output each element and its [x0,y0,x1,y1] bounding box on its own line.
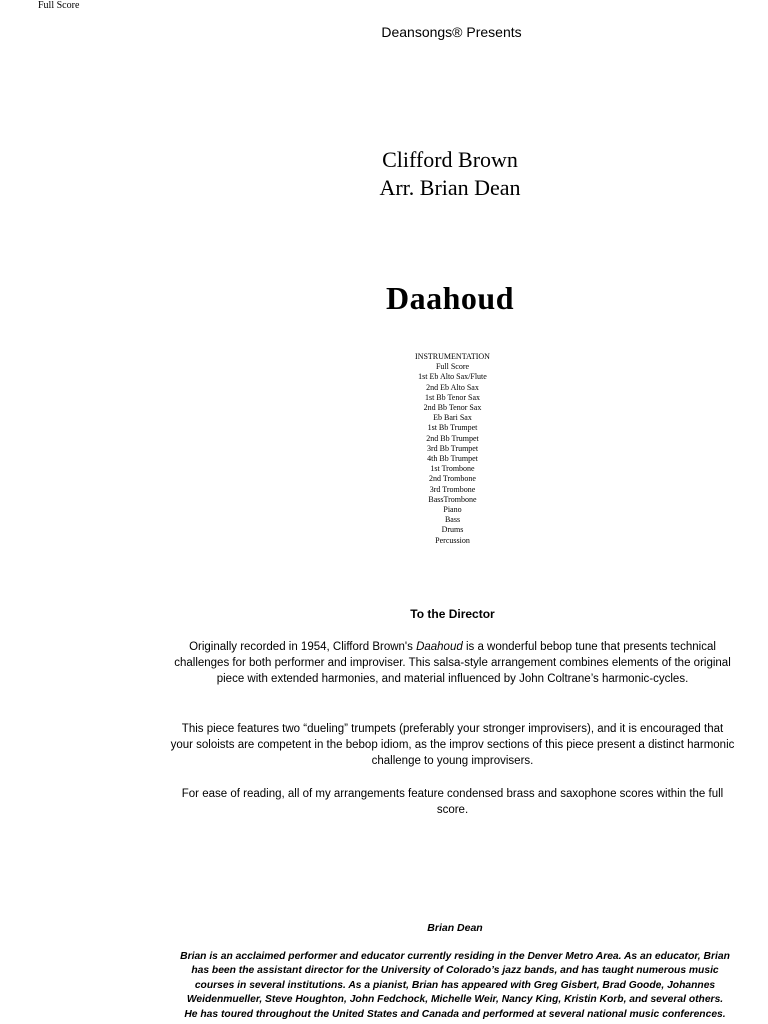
director-paragraph-2: This piece features two “dueling” trumpets (preferably your stronger improvisers), and it is encouraged that your soloists are competent in the bebop idiom, as the improv sections of this piece present a distinct harmonic challenge to young improvisers. [170,723,735,767]
instrument-item: 2nd Bb Tenor Sax [423,403,482,413]
instrument-item: 1st Bb Tenor Sax [424,392,481,402]
instrument-item: 1st Bb Trumpet [427,423,478,433]
director-heading: To the Director [410,607,495,621]
instrument-item: Full Score [435,362,470,372]
instrument-item: 3rd Bb Trumpet [426,443,479,453]
bio-text: Brian is an acclaimed performer and educator currently residing in the Denver Metro Area. As an educator, Brian has been the assistant director for the University of Colorado’s jazz bands, and has taught numerous music courses in several institutions. As a pianist, Brian has appeared with Greg Gisbert, Brad Goode, Johannes Weidenmueller, Steve Houghton, John Fedchock, Michelle Weir, Nancy King, Kristin Korb, and several others. He has toured throughout the United States and Canada and performed at several national music conferences. [180,951,730,1020]
instrument-item: Bass [444,515,461,525]
instrument-item: Drums [441,525,464,535]
credits-block [0,146,768,202]
instrument-item: 3rd Trombone [429,484,476,494]
p1-text-end: is a wonderful bebop tune that presents technical challenges for both performer and improviser. This salsa-style arrangement combines elements of the original piece with extended harmonies, and material influenced by John Coltrane’s harmonic-cycles. [174,641,731,685]
instrument-item: 2nd Eb Alto Sax [426,382,479,392]
instrument-item: Percussion [435,535,470,545]
arranger: Arr. Brian Dean [379,175,521,200]
instrument-item: Piano [443,505,462,515]
instrument-item: 4th Bb Trumpet [427,454,478,464]
instrumentation-list [0,352,768,546]
presenter-line: Deansongs® Presents [381,24,522,40]
director-paragraph-1 [170,639,735,687]
header-label: Full Score [38,0,80,11]
instrument-item: 1st Eb Alto Sax/Flute [418,372,487,382]
p1-title-italic: Daahoud [416,641,463,653]
instrumentation-heading: INSTRUMENTATION [415,352,490,361]
instrument-item: 2nd Bb Trumpet [426,433,479,443]
instrument-item: 1st Trombone [430,464,475,474]
instrument-item: 2nd Trombone [429,474,476,484]
page-title: Daahoud [386,280,514,316]
instrument-item: Eb Bari Sax [433,413,472,423]
instrument-item: BassTrombone [428,494,477,504]
p1-text-start: Originally recorded in 1954, Clifford Brown's [189,641,417,653]
composer: Clifford Brown [382,147,518,172]
director-paragraph-3: For ease of reading, all of my arrangements feature condensed brass and saxophone scores within the full score. [181,788,724,816]
bio-name: Brian Dean [427,922,483,934]
